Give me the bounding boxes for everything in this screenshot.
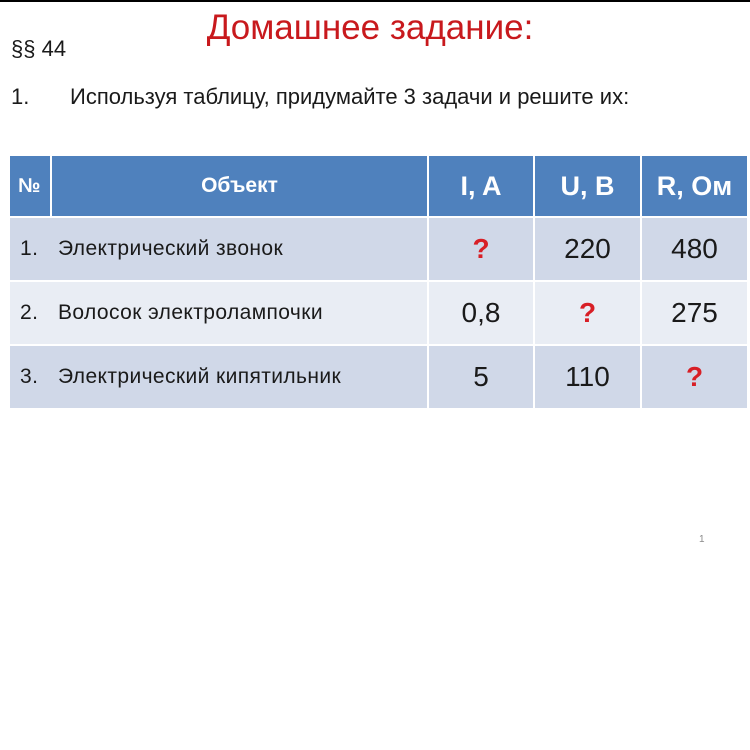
task-number: 1. <box>11 84 30 109</box>
current-cell-unknown: ? <box>428 217 534 281</box>
current-cell: 5 <box>428 345 534 409</box>
slide-title: Домашнее задание: <box>206 8 534 47</box>
voltage-cell-unknown: ? <box>534 281 641 345</box>
task-text: Используя таблицу, придумайте 3 задачи и решите их: <box>70 84 630 109</box>
section-label: §§ 44 <box>11 36 67 61</box>
header-number: № <box>9 155 51 217</box>
table-row <box>9 217 748 281</box>
header-resistance: R, Ом <box>641 155 748 217</box>
page-number: 1 <box>699 534 705 545</box>
object-cell <box>9 281 428 345</box>
top-border-line <box>0 0 750 2</box>
header-current: I, A <box>428 155 534 217</box>
object-cell <box>9 217 428 281</box>
table-row <box>9 281 748 345</box>
voltage-cell: 220 <box>534 217 641 281</box>
row-index: 1. <box>20 237 39 260</box>
header-voltage: U, B <box>534 155 641 217</box>
object-name: Волосок электролампочки <box>58 301 323 324</box>
object-name: Электрический звонок <box>58 237 284 260</box>
voltage-cell: 110 <box>534 345 641 409</box>
object-name: Электрический кипятильник <box>58 365 342 388</box>
object-cell <box>9 345 428 409</box>
table-row <box>9 345 748 409</box>
row-index: 3. <box>20 365 39 388</box>
current-cell: 0,8 <box>428 281 534 345</box>
row-index: 2. <box>20 301 39 324</box>
resistance-cell: 480 <box>641 217 748 281</box>
resistance-cell: 275 <box>641 281 748 345</box>
header-object: Объект <box>51 155 428 217</box>
data-table <box>8 154 749 410</box>
table-header-row <box>9 155 748 217</box>
resistance-cell-unknown: ? <box>641 345 748 409</box>
